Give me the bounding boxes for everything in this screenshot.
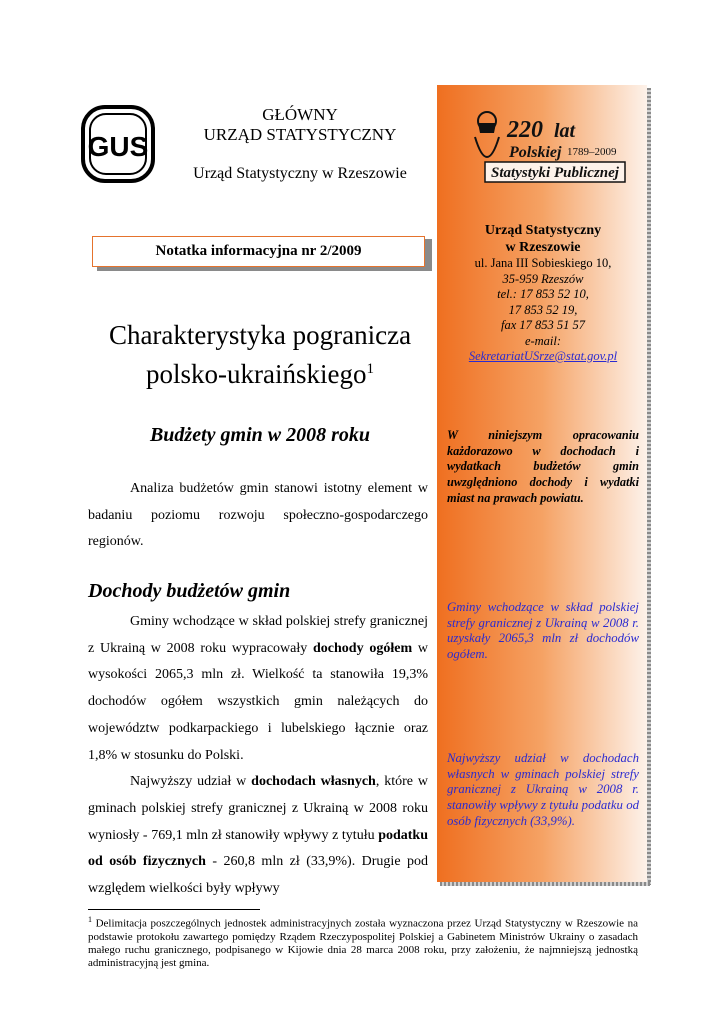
section-heading-budget: Budżety gmin w 2008 roku <box>149 424 371 446</box>
footnote-mark: 1 <box>88 915 92 924</box>
side-note-total-income: Gminy wchodzące w skład polskiej strefy granicznej z Ukrainą w 2008 r. uzyskały 2065,3 mln zł dochodów ogółem. <box>447 600 639 662</box>
bold-total-income: dochody ogółem <box>313 640 413 656</box>
contact-block <box>447 222 639 365</box>
contact-email-label: e-mail: <box>524 333 562 348</box>
notice-box: Notatka informacyjna nr 2/2009 <box>92 236 425 267</box>
side-note-methodology: W niniejszym opracowaniu każdorazowo w dochodach i wydatkach budżetów gmin uwzględniono dochody i wydatki miast na prawach powiatu. <box>447 428 639 505</box>
svg-text:Polskiej: Polskiej <box>509 144 562 161</box>
intro-text: Analiza budżetów gmin stanowi istotny element w badaniu poziomu rozwoju społeczno-gospodarczego regionów. <box>88 481 428 550</box>
title-line-2: polsko-ukraińskiego <box>146 359 367 389</box>
gus-logo <box>80 104 156 184</box>
own-income-paragraph: Najwyższy udział w dochodach własnych, które w gminach polskiej strefy granicznej z Ukrainą w 2008 roku wyniosły - 769,1 mln zł stanowiły wpływy z tytułu podatku od osób fizycznych - 260,8 mln zł (33,9%). Drugie pod względem wielkości były wpływy <box>88 774 428 897</box>
logo-text: GUS <box>87 131 149 162</box>
page-title <box>70 318 450 391</box>
jubilee-logo <box>459 107 629 185</box>
title-line-1: Charakterystyka pogranicza <box>108 320 412 350</box>
contact-phone-2: 17 853 52 19, <box>508 302 578 317</box>
income-paragraph: Gminy wchodzące w skład polskiej strefy granicznej z Ukrainą w 2008 roku wypracowały dochody ogółem w wysokości 2065,3 mln zł. Wielkość ta stanowiła 19,3% dochodów ogółem wszystkich gmin należących do województw podkarpackiego i lubelskiego łącznie oraz 1,8% w stosunku do Polski. <box>88 614 428 763</box>
svg-text:220: 220 <box>507 117 543 143</box>
body-paragraphs <box>88 609 428 903</box>
section-heading-income: Dochody budżetów gmin <box>88 580 291 602</box>
contact-phone-1: tel.: 17 853 52 10, <box>497 287 589 301</box>
contact-fax: fax 17 853 51 57 <box>500 318 586 332</box>
footnote-text: Delimitacja poszczególnych jednostek administracyjnych została wyznaczona przez Urząd Statystyczny w Rzeszowie na podstawie protokołu zawartego pomiędzy Rządem Rzeczypospolitej Polskiej a Gabinetem Ministrów Ukrainy o zasadach małego ruchu granicznego, podpisanego w Kijowie dnia 28 marca 2008 roku, przy założeniu, że najmniejszą jednostką administracyjną jest gmina. <box>88 917 638 970</box>
contact-street: ul. Jana III Sobieskiego 10, <box>474 256 612 270</box>
svg-text:1789–2009: 1789–2009 <box>567 146 617 158</box>
contact-org-2: w Rzeszowie <box>505 240 581 255</box>
office-name: Urząd Statystyczny w Rzeszowie <box>193 165 407 182</box>
bold-own-income: dochodach własnych <box>251 774 376 790</box>
institution-line-2: URZĄD STATYSTYCZNY <box>203 125 397 144</box>
contact-email-link[interactable]: SekretariatUSrze@stat.gov.pl <box>468 349 618 363</box>
institution-line-1: GŁÓWNY <box>262 105 338 124</box>
contact-city: 35-959 Rzeszów <box>502 271 584 286</box>
svg-text:lat: lat <box>554 120 576 142</box>
intro-paragraph <box>88 476 428 556</box>
bold-income-tax: podatku od osób fizycznych <box>88 827 428 870</box>
svg-text:Statystyki Publicznej: Statystyki Publicznej <box>491 165 619 181</box>
footnote-reference: 1 <box>366 361 374 377</box>
side-note-own-income: Najwyższy udział w dochodach własnych w gminach polskiej strefy granicznej z Ukrainą w 2008 r. stanowiły wpływy z tytułu podatku od osób fizycznych (33,9%). <box>447 751 639 828</box>
crown-icon <box>475 112 499 157</box>
footnote <box>88 913 638 970</box>
contact-org-1: Urząd Statystyczny <box>484 223 602 238</box>
footnote-rule <box>88 909 260 910</box>
institution-title <box>160 105 440 145</box>
